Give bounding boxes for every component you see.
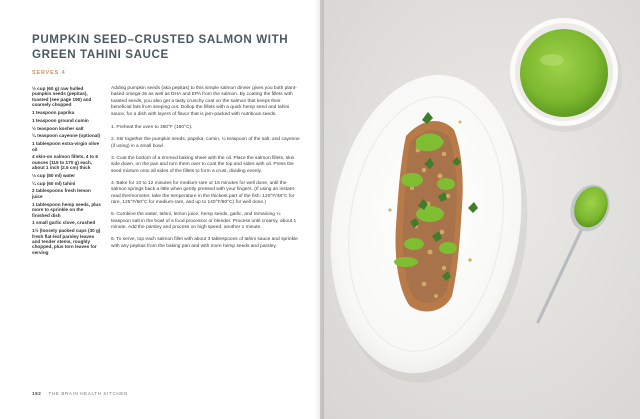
method-step: 1. Preheat the oven to 350°F (180°C). xyxy=(111,125,193,131)
recipe-title: PUMPKIN SEED–CRUSTED SALMON WITH GREEN TAHINI SAUCE xyxy=(32,33,289,61)
ingredient-item: 1 small garlic clove, crushed xyxy=(32,220,96,226)
method-text xyxy=(111,86,301,256)
ingredient-item: ½ cup (60 g) raw hulled pumpkin seeds (pepitas), toasted (see page 190) and coarsely chopped xyxy=(32,86,92,108)
running-head: THE BRAIN HEALTH KITCHEN xyxy=(48,391,128,396)
page-number: 192 xyxy=(32,391,42,396)
right-page-photo xyxy=(320,0,640,419)
page-footer xyxy=(32,391,128,396)
serves-label: SERVES 4 xyxy=(32,70,66,76)
intro-paragraph: Adding pumpkin seeds (aka pepitas) to this simple salmon dinner gives you both plant-based omega-3s as well as DHA and EPA from the salmon. By coating the fillets with toasted seeds, you also get a tasty crunchy coat on the salmon that keeps their beneficial fats from seeping out. Dollop the fillets with a quick hemp seed and tahini sauce, for a dish with layers of flavor that is jam-packed with nutritious seeds. xyxy=(111,86,297,117)
ingredient-item: ¼ cup (60 ml) tahini xyxy=(32,180,76,186)
method-step: 3. Coat the bottom of a rimmed baking sheet with the oil. Place the salmon fillets, skin side down, on the pan and turn them over to coat the top and sides with oil. Press the seed mixture onto all sides of the fillets to form a crust, dividing evenly. xyxy=(111,155,295,174)
ingredient-item: ⅓ cup (80 ml) water xyxy=(32,172,76,178)
method-step: 6. To serve, top each salmon fillet with about 3 tablespoons of tahini sauce and sprinkle with any pepitas from the baking pan and with more hemp seeds and parsley. xyxy=(111,237,298,249)
ingredient-item: ¼ teaspoon cayenne (optional) xyxy=(32,133,101,139)
ingredient-item: 1 teaspoon ground cumin xyxy=(32,117,89,123)
ingredient-item: 1 tablespoon extra-virgin olive oil xyxy=(32,141,100,152)
ingredient-item: 2 tablespoons fresh lemon juice xyxy=(32,188,91,199)
ingredient-item: 4 skin-on salmon fillets, 4 to 6 ounces (115 to 170 g) each, about 1 inch (2.5 cm) thick xyxy=(32,154,99,171)
ingredient-list xyxy=(32,86,102,258)
method-step: 4. Bake for 10 to 12 minutes for medium-rare or 15 minutes for well done, until the salmon springs back a little when gently pressed with your fingers. (If using an instant-read thermometer, take the temperature in the thickest part of the fish: 120°F/48°C for rare, 125°F/50°C for medium-rare, and up to 140°F/60°C) for well done.) xyxy=(111,180,296,206)
ingredient-item: 1 tablespoon hemp seeds, plus more to sprinkle on the finished dish xyxy=(32,201,101,218)
ingredient-item: 1 teaspoon paprika xyxy=(32,110,75,116)
food-photo xyxy=(320,0,640,419)
method-step: 2. Stir together the pumpkin seeds, paprika, cumin, ¼ teaspoon of the salt, and cayenne (if using) in a small bowl. xyxy=(111,137,300,149)
ingredient-item: ½ teaspoon kosher salt xyxy=(32,125,84,131)
book-gutter xyxy=(314,0,324,419)
ingredient-item: 1½ (loosely packed cups (30 g) fresh flat-leaf parsley leaves and tender stems, roughly chopped, plus torn leaves for serving xyxy=(32,228,101,255)
method-step: 5. Combine the water, tahini, lemon juice, hemp seeds, garlic, and remaining ¼ teaspoon salt in the bowl of a food processor or blender. Process until creamy, about 1 minute. Add the parsley and process on high speed, another 1 minute. xyxy=(111,212,297,231)
